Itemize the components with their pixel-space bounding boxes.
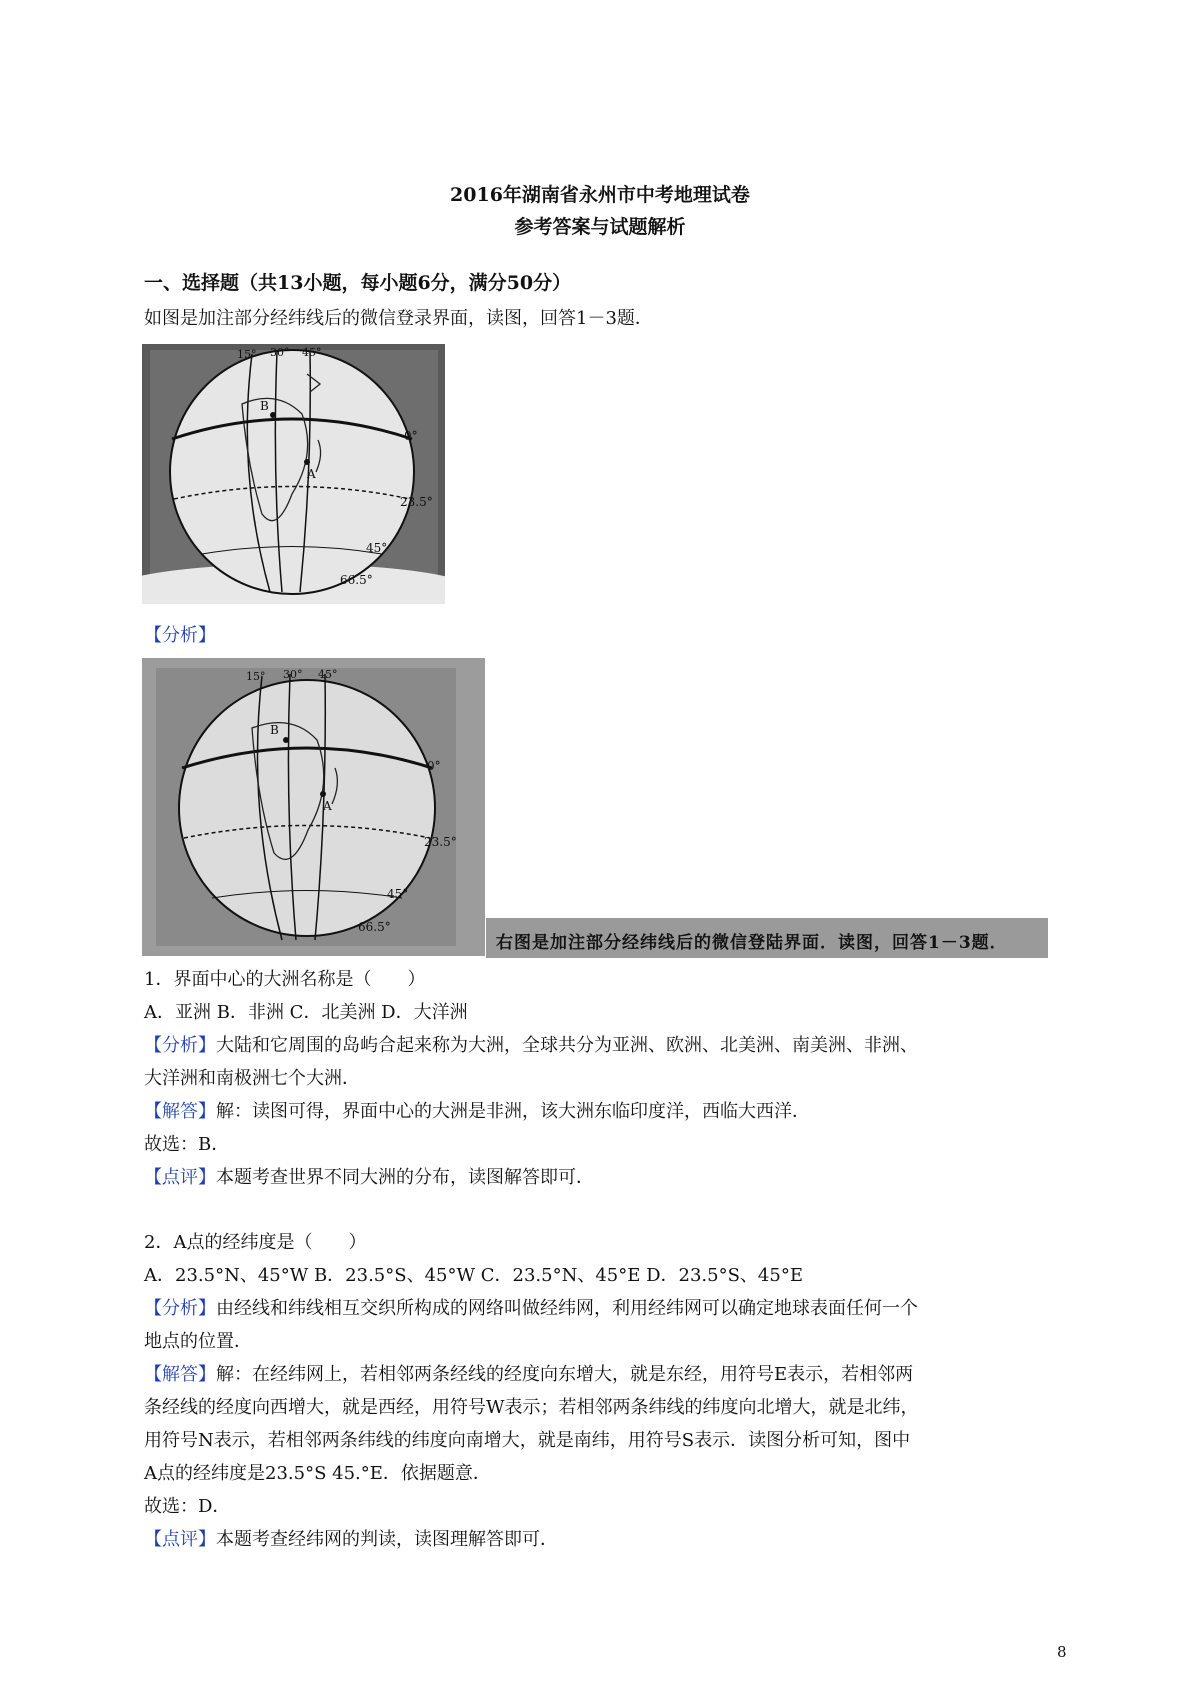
q2-comment-text: 本题考查经纬网的判读，读图理解答即可．: [216, 1529, 558, 1550]
exam-title: 2016年湖南省永州市中考地理试卷: [450, 184, 750, 206]
q2-stem: 2．A点的经纬度是（ ）: [144, 1232, 367, 1253]
label-30deg: 30°: [270, 346, 290, 359]
page-number: 8: [1057, 1643, 1067, 1661]
q1-analysis-line2: 大洋洲和南极洲七个大洲．: [144, 1068, 360, 1089]
label-lat-23: 23.5°: [400, 495, 433, 509]
label-point-b-2: B: [270, 723, 279, 737]
q2-analysis-text: 由经线和纬线相互交织所构成的网络叫做经纬网，利用经纬网可以确定地球表面任何一个: [216, 1298, 918, 1319]
label-lat-45: 45°: [366, 541, 388, 555]
figure-caption: 右图是加注部分经纬线后的微信登陆界面．读图，回答1－3题．: [496, 933, 1008, 953]
label-lat-0-2: 0°: [427, 759, 441, 773]
globe-figure-2: [142, 658, 485, 956]
q2-analysis: [144, 1296, 918, 1322]
label-15deg-2: 15°: [246, 670, 266, 683]
exam-subtitle: 参考答案与试题解析: [514, 216, 686, 238]
q2-answer: [144, 1362, 913, 1388]
q2-analysis-line2: 地点的位置．: [144, 1331, 252, 1352]
q2-answer-tag: 【解答】: [144, 1364, 216, 1385]
q1-stem: 1．界面中心的大洲名称是（ ）: [144, 969, 426, 990]
label-30deg-2: 30°: [283, 668, 303, 681]
label-lat-23-2: 23.5°: [424, 835, 457, 849]
q2-answer-text: 解：在经纬网上，若相邻两条经线的经度向东增大，就是东经，用符号E表示，若相邻两: [216, 1364, 914, 1385]
q2-answer-line4: A点的经纬度是23.5°S 45.°E．依据题意．: [144, 1463, 491, 1484]
q2-answer-line3: 用符号N表示，若相邻两条纬线的纬度向南增大，就是南纬，用符号S表示．读图分析可知，图中: [144, 1430, 911, 1451]
label-lat-66: 66.5°: [340, 573, 373, 587]
label-45deg: 45°: [302, 346, 322, 359]
q1-choice: 故选：B．: [144, 1134, 230, 1155]
q1-comment: [144, 1165, 594, 1191]
q1-options: A．亚洲 B．非洲 C．北美洲 D．大洋洲: [144, 1002, 468, 1023]
q2-options: A．23.5°N、45°W B．23.5°S、45°W C．23.5°N、45°E D．23.5°S、45°E: [144, 1265, 803, 1286]
q2-choice: 故选：D．: [144, 1496, 231, 1517]
q1-analysis: [144, 1033, 918, 1059]
q1-comment-tag: 【点评】: [144, 1167, 216, 1188]
q2-analysis-tag: 【分析】: [144, 1298, 216, 1319]
section-heading: 一、选择题（共13小题，每小题6分，满分50分）: [144, 272, 572, 294]
analysis-tag: 【分析】: [144, 625, 216, 646]
globe-figure-1: [142, 344, 445, 604]
label-point-b: B: [260, 399, 269, 413]
intro-text: 如图是加注部分经纬线后的微信登录界面，读图，回答1－3题．: [144, 308, 653, 329]
label-lat-66-2: 66.5°: [358, 920, 391, 934]
q1-comment-text: 本题考查世界不同大洲的分布，读图解答即可．: [216, 1167, 594, 1188]
label-point-a: A: [307, 467, 316, 481]
q2-comment: [144, 1527, 558, 1553]
q2-comment-tag: 【点评】: [144, 1529, 216, 1550]
q1-answer-text: 解：读图可得，界面中心的大洲是非洲，该大洲东临印度洋，西临大西洋．: [216, 1101, 810, 1122]
q1-answer: [144, 1099, 810, 1125]
q1-analysis-text: 大陆和它周围的岛屿合起来称为大洲，全球共分为亚洲、欧洲、北美洲、南美洲、非洲、: [216, 1035, 918, 1056]
label-lat-45-2: 45°: [387, 887, 409, 901]
q2-answer-line2: 条经线的经度向西增大，就是西经，用符号W表示；若相邻两条纬线的纬度向北增大，就是北纬，: [144, 1397, 919, 1418]
label-point-a-2: A: [323, 799, 332, 813]
q1-answer-tag: 【解答】: [144, 1101, 216, 1122]
label-lat-0: 0°: [404, 429, 418, 443]
label-15deg: 15°: [237, 348, 257, 361]
label-45deg-2: 45°: [318, 668, 338, 681]
q1-analysis-tag: 【分析】: [144, 1035, 216, 1056]
